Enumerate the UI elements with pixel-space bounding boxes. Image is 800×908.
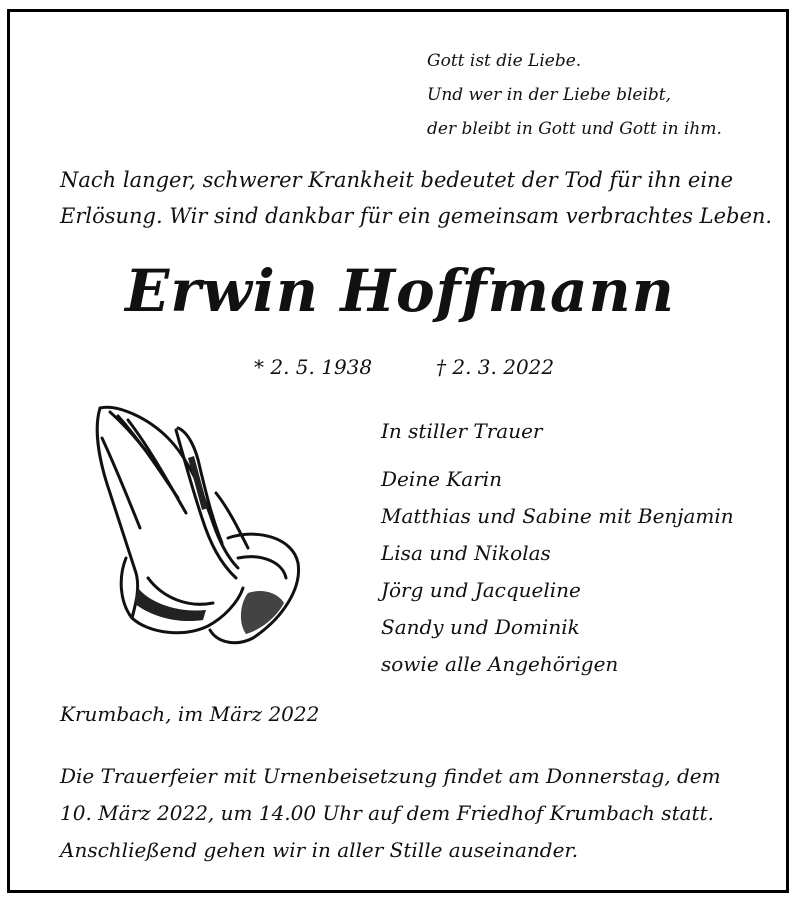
motto-line-2: Und wer in der Liebe bleibt, bbox=[427, 85, 672, 105]
motto-line-3: der bleibt in Gott und Gott in ihm. bbox=[427, 119, 722, 139]
mourning-heading: In stiller Trauer bbox=[381, 419, 543, 443]
birth-date: * 2. 5. 1938 bbox=[254, 355, 373, 379]
intro-line-1: Nach langer, schwerer Krankheit bedeutet der Tod für ihn eine bbox=[60, 168, 734, 192]
death-date: † 2. 3. 2022 bbox=[436, 355, 555, 379]
place-date: Krumbach, im März 2022 bbox=[60, 702, 320, 726]
motto-line-1: Gott ist die Liebe. bbox=[427, 51, 582, 71]
praying-hands-icon bbox=[88, 398, 304, 648]
mourner-6: sowie alle Angehörigen bbox=[381, 652, 619, 676]
mourner-5: Sandy und Dominik bbox=[381, 615, 580, 639]
deceased-name: Erwin Hoffmann bbox=[125, 257, 675, 325]
funeral-line-1: Die Trauerfeier mit Urnenbeisetzung findet am Donnerstag, dem bbox=[60, 764, 721, 788]
mourner-1: Deine Karin bbox=[381, 467, 503, 491]
mourner-3: Lisa und Nikolas bbox=[381, 541, 551, 565]
funeral-line-3: Anschließend gehen wir in aller Stille auseinander. bbox=[60, 838, 579, 862]
mourner-4: Jörg und Jacqueline bbox=[381, 578, 581, 602]
mourner-2: Matthias und Sabine mit Benjamin bbox=[381, 504, 734, 528]
intro-line-2: Erlösung. Wir sind dankbar für ein gemeinsam verbrachtes Leben. bbox=[60, 204, 773, 228]
funeral-line-2: 10. März 2022, um 14.00 Uhr auf dem Friedhof Krumbach statt. bbox=[60, 801, 714, 825]
